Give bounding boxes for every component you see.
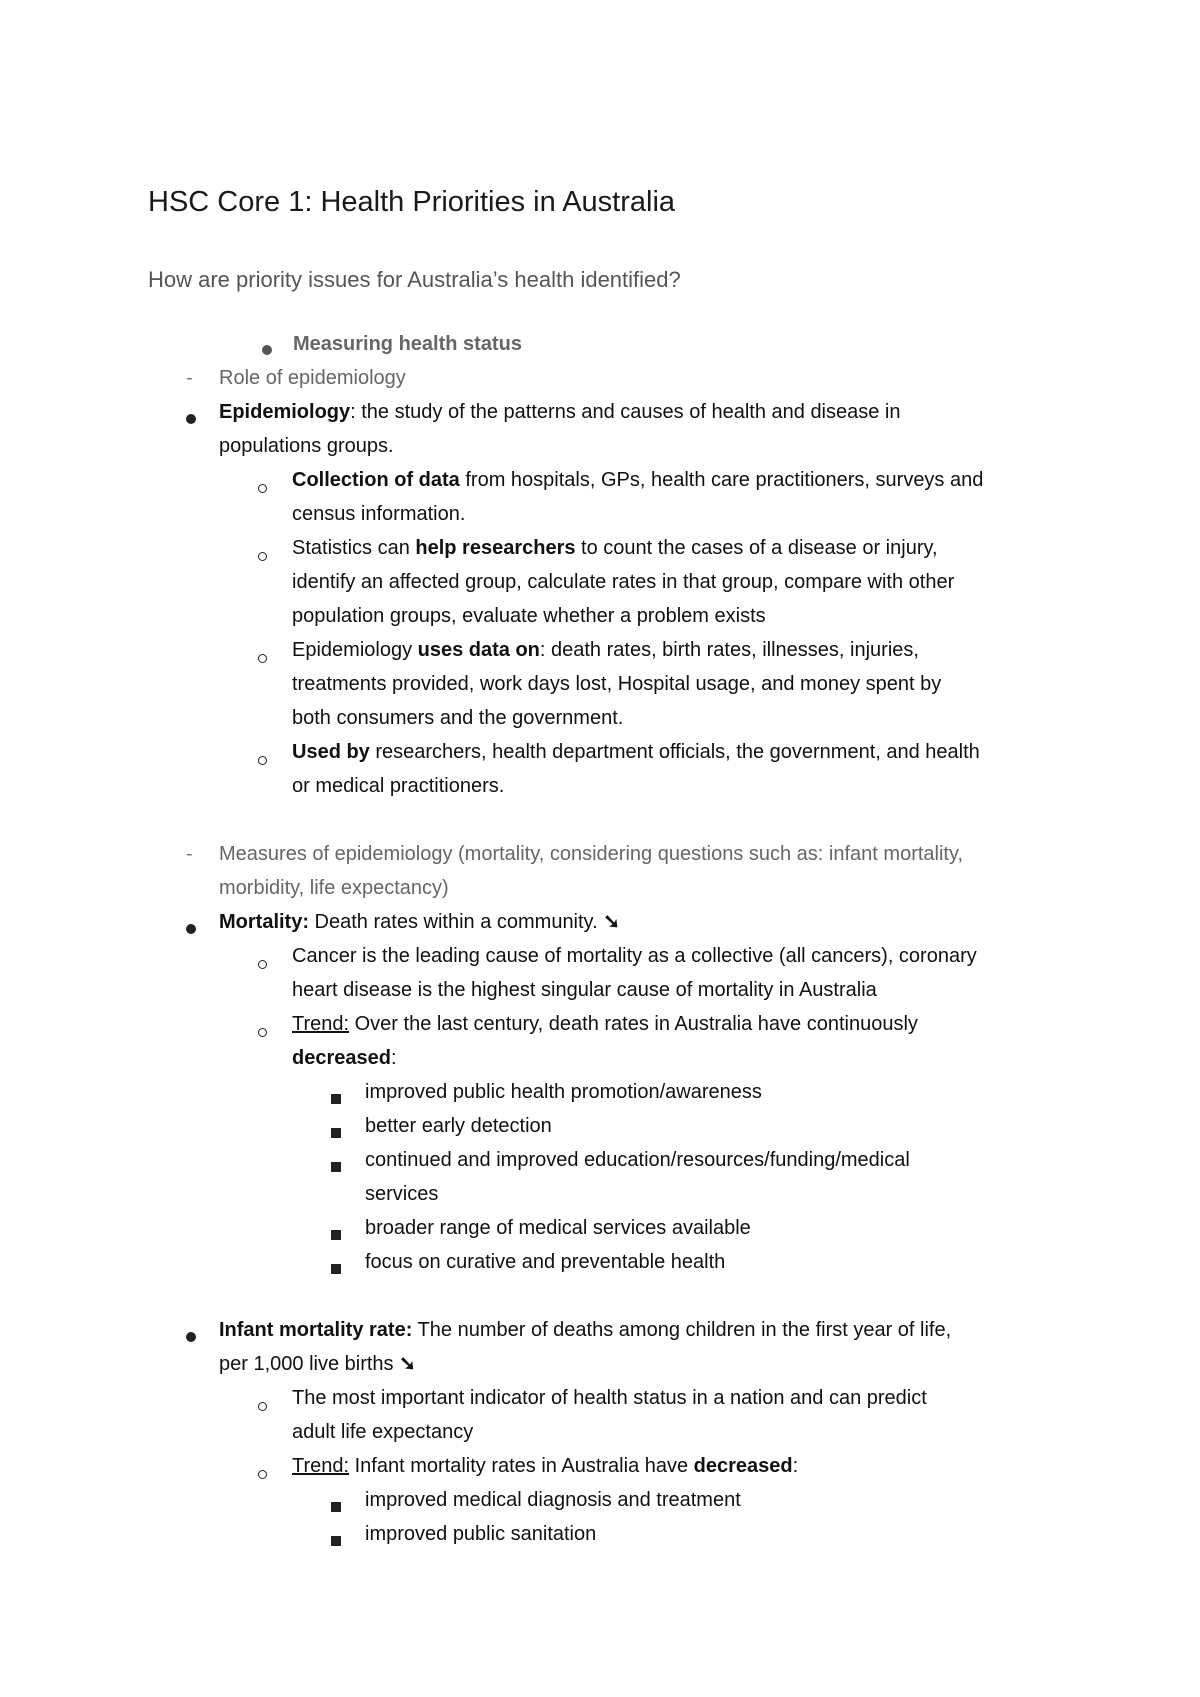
bullet-square-icon <box>331 1081 341 1115</box>
subheading-measures-cont: morbidity, life expectancy) <box>219 877 449 899</box>
bullet-circle-icon <box>258 538 267 572</box>
bullet-square-icon <box>331 1149 341 1183</box>
statistics-line-cont: population groups, evaluate whether a problem exists <box>292 605 766 627</box>
reason-item: continued and improved education/resources/funding/medical <box>365 1149 910 1171</box>
bullet-dot-icon <box>186 1319 196 1353</box>
indicator-line-cont: adult life expectancy <box>292 1421 474 1443</box>
collection-line-cont: census information. <box>292 503 466 525</box>
bullet-circle-icon <box>258 1388 267 1422</box>
reason-item: focus on curative and preventable health <box>365 1251 726 1273</box>
section-question: How are priority issues for Australia’s health identified? <box>148 267 681 292</box>
bullet-circle-icon <box>258 640 267 674</box>
mortality-line: Mortality: Death rates within a community. ➘ <box>219 911 620 933</box>
trend-line: Trend: Infant mortality rates in Australia have decreased: <box>292 1455 799 1477</box>
statistics-line-cont: identify an affected group, calculate rates in that group, compare with other <box>292 571 955 593</box>
collection-line: Collection of data from hospitals, GPs, health care practitioners, surveys and <box>292 469 984 491</box>
used-by-line: Used by researchers, health department officials, the government, and health <box>292 741 980 763</box>
trend-line: Trend: Over the last century, death rates in Australia have continuously <box>292 1013 918 1035</box>
bullet-circle-icon <box>258 470 267 504</box>
dash-icon: - <box>186 367 193 389</box>
trend-line-cont: decreased: <box>292 1047 397 1069</box>
indicator-line: The most important indicator of health status in a nation and can predict <box>292 1387 927 1409</box>
epidemiology-definition: Epidemiology: the study of the patterns and causes of health and disease in <box>219 401 901 423</box>
heading-measuring: Measuring health status <box>293 333 522 355</box>
bullet-dot-icon <box>186 401 196 435</box>
reason-item: better early detection <box>365 1115 552 1137</box>
infant-mortality-line: Infant mortality rate: The number of deaths among children in the first year of life, <box>219 1319 952 1341</box>
bullet-circle-icon <box>258 1014 267 1048</box>
bullet-square-icon <box>331 1523 341 1557</box>
uses-data-line: Epidemiology uses data on: death rates, birth rates, illnesses, injuries, <box>292 639 919 661</box>
reason-item: improved public sanitation <box>365 1523 597 1545</box>
cancer-line-cont: heart disease is the highest singular cause of mortality in Australia <box>292 979 877 1001</box>
used-by-line-cont: or medical practitioners. <box>292 775 505 797</box>
bullet-dot-icon <box>186 911 196 945</box>
infant-mortality-line-cont: per 1,000 live births ➘ <box>219 1353 416 1375</box>
statistics-line: Statistics can help researchers to count the cases of a disease or injury, <box>292 537 938 559</box>
cancer-line: Cancer is the leading cause of mortality as a collective (all cancers), coronary <box>292 945 977 967</box>
down-right-arrow-icon: ➘ <box>603 911 620 933</box>
subheading-measures: Measures of epidemiology (mortality, considering questions such as: infant mortality, <box>219 843 964 865</box>
bullet-circle-icon <box>258 946 267 980</box>
dash-icon: - <box>186 843 193 865</box>
reason-item: improved public health promotion/awareness <box>365 1081 762 1103</box>
down-right-arrow-icon: ➘ <box>399 1353 416 1375</box>
document-title: HSC Core 1: Health Priorities in Australia <box>148 186 676 218</box>
epidemiology-definition-cont: populations groups. <box>219 435 394 457</box>
uses-data-line-cont: treatments provided, work days lost, Hospital usage, and money spent by <box>292 673 942 695</box>
bullet-circle-icon <box>258 742 267 776</box>
uses-data-line-cont: both consumers and the government. <box>292 707 624 729</box>
bullet-square-icon <box>331 1115 341 1149</box>
subheading-role: Role of epidemiology <box>219 367 406 389</box>
bullet-square-icon <box>331 1251 341 1285</box>
reason-item: improved medical diagnosis and treatment <box>365 1489 741 1511</box>
reason-item: broader range of medical services available <box>365 1217 751 1239</box>
bullet-square-icon <box>331 1217 341 1251</box>
bullet-circle-icon <box>258 1456 267 1490</box>
reason-item-cont: services <box>365 1183 439 1205</box>
bullet-square-icon <box>331 1489 341 1523</box>
